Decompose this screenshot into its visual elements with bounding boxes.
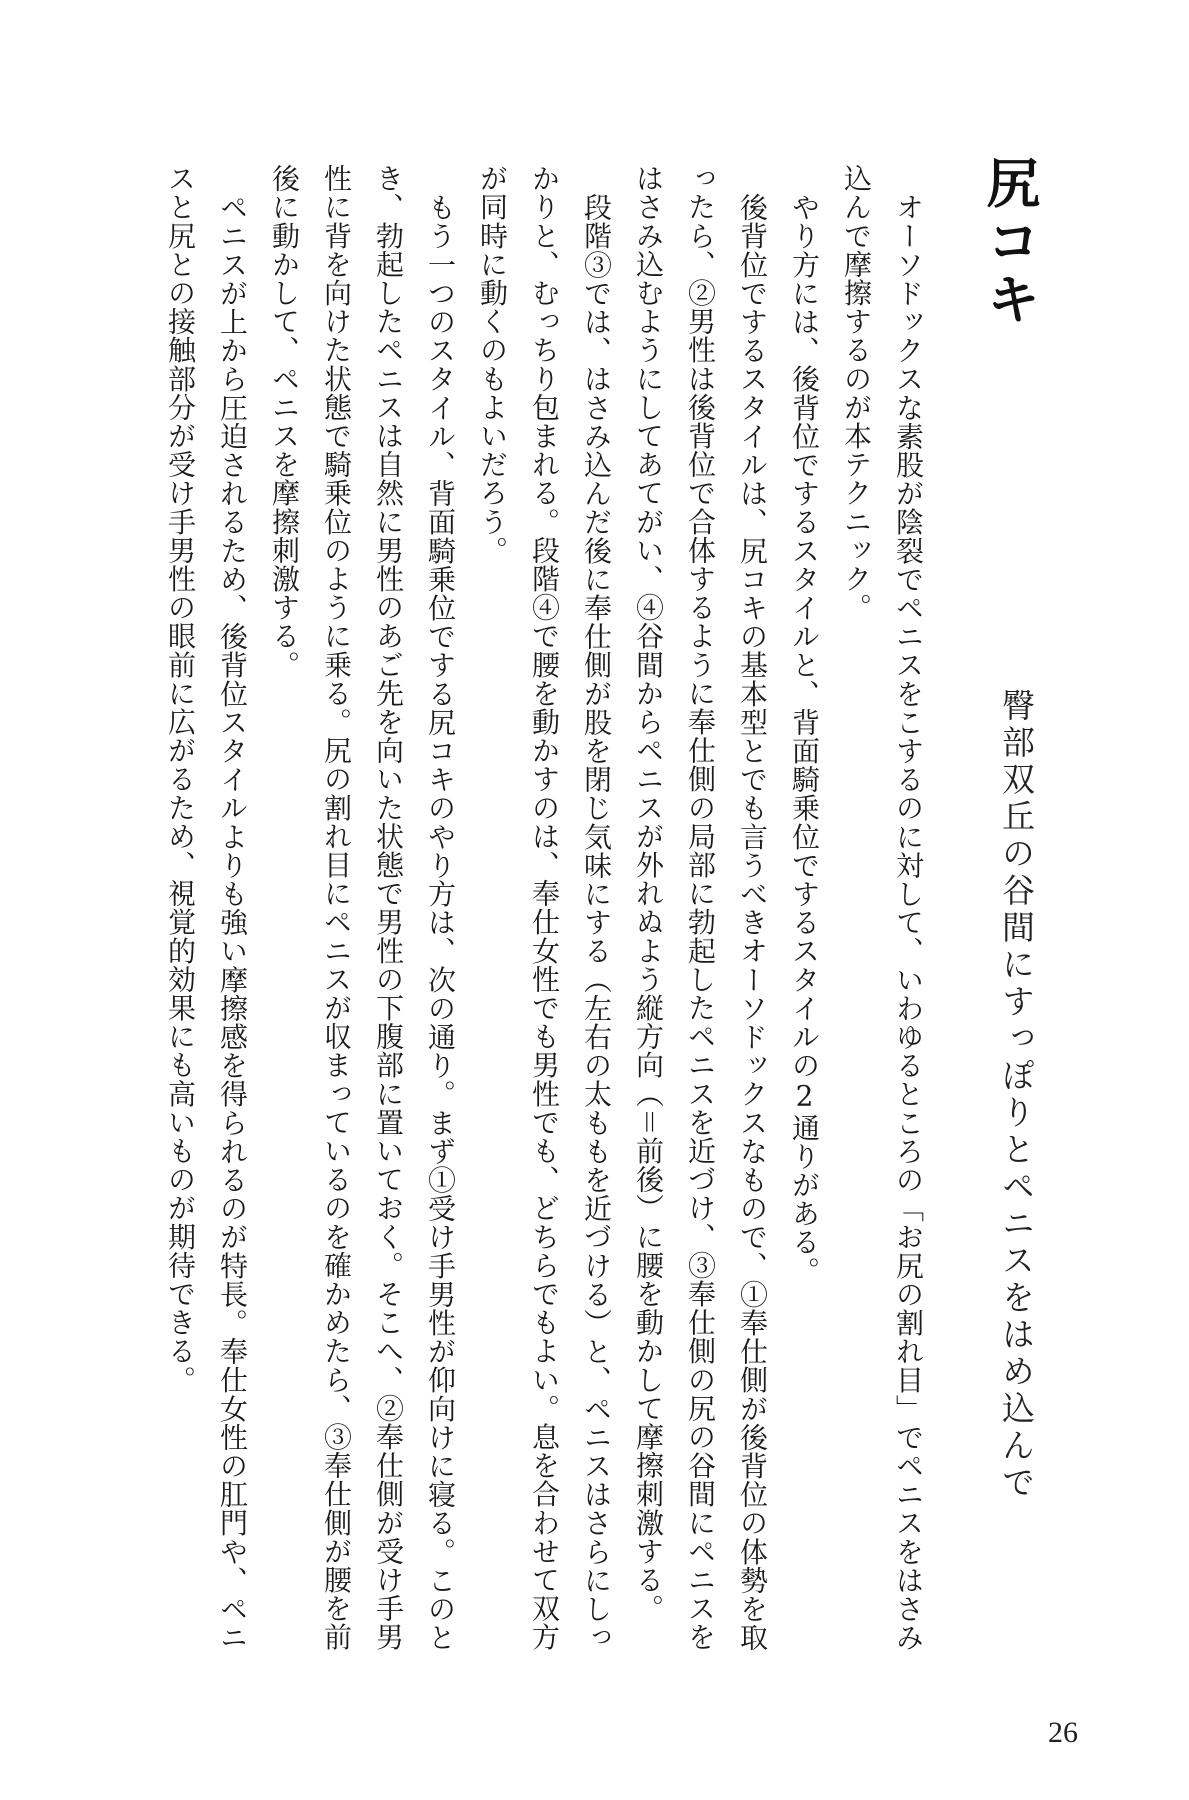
text-column: もう一つのスタイル、背面騎乗位でする尻コキのやり方は、次の通り。まず①受け手男性が仰向けに寝る。このと [424, 193, 457, 1652]
text-column: 段階③では、はさみ込んだ後に奉仕側が股を閉じ気味にする（左右の太ももを近づける）と、ペニスはさらにしっ [580, 193, 613, 1652]
text-column: 性に背を向けた状態で騎乗位のように乗る。尻の割れ目にペニスが収まっているのを確かめたら、③奉仕側が腰を前 [320, 164, 353, 1652]
text-column: かりと、むっちり包まれる。段階④で腰を動かすのは、奉仕女性でも男性でも、どちらでもよい。息を合わせて双方 [528, 164, 561, 1652]
text-column: やり方には、後背位でするスタイルと、背面騎乗位でするスタイルの2通りがある。 [788, 193, 821, 1285]
text-column: スと尻との接触部分が受け手男性の眼前に広がるため、視覚的効果にも高いものが期待できる。 [164, 164, 197, 1394]
section-title: 尻コキ [978, 155, 1042, 329]
text-column: 後に動かして、ペニスを摩擦刺激する。 [268, 164, 301, 679]
section-subheading: 臀部双丘の谷間にすっぽりとペニスをはめ込んで [997, 688, 1036, 1502]
text-column: き、勃起したペニスは自然に男性のあご先を向いた状態で男性の下腹部に置いておく。そこへ、②奉仕側が受け手男 [372, 164, 405, 1652]
text-column: はさみ込むようにしてあてがい、④谷間からペニスが外れぬよう縦方向（＝前後）に腰を動かして摩擦刺激する。 [632, 164, 665, 1623]
text-column: ペニスが上から圧迫されるため、後背位スタイルよりも強い摩擦感を得られるのが特長。奉仕女性の肛門や、ペニ [216, 193, 249, 1652]
page-number: 26 [1048, 1716, 1078, 1749]
body-text [154, 164, 934, 1652]
text-column: オーソドックスな素股が陰裂でペニスをこするのに対して、いわゆるところの「お尻の割れ目」でペニスをはさみ [892, 193, 925, 1652]
text-column: 込んで摩擦するのが本テクニック。 [840, 164, 873, 622]
text-column: 後背位でするスタイルは、尻コキの基本型とでも言うべきオーソドックスなもので、①奉仕側が後背位の体勢を取 [736, 193, 769, 1652]
text-column: ったら、②男性は後背位で合体するように奉仕側の局部に勃起したペニスを近づけ、③奉仕側の尻の谷間にペニスを [684, 164, 717, 1652]
text-column: が同時に動くのもよいだろう。 [476, 164, 509, 565]
